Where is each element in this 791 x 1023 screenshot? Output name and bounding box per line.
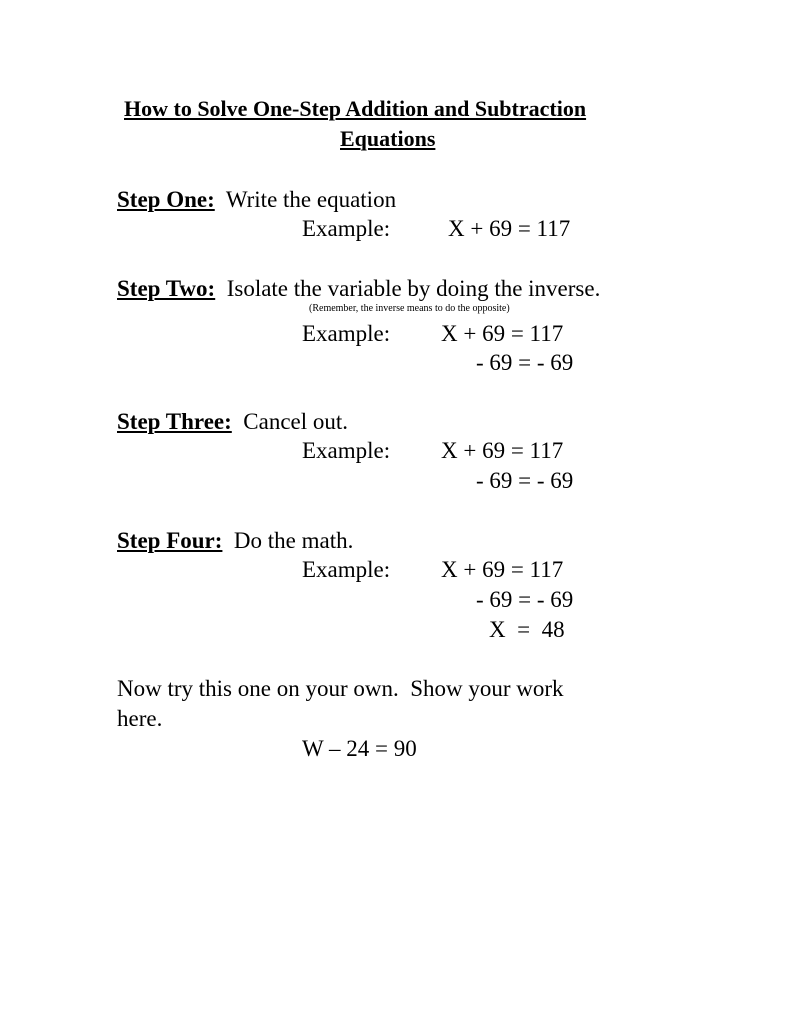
step-three-label: Step Three: — [117, 409, 232, 434]
title-line-2: Equations — [340, 126, 436, 151]
step-four-equation-2: - 69 = - 69 — [476, 587, 574, 612]
step-two-note: (Remember, the inverse means to do the opposite) — [309, 303, 510, 314]
step-three-row — [117, 410, 348, 433]
step-three-example-label: Example: — [302, 438, 391, 463]
practice-instruction-line-2: here. — [117, 706, 163, 731]
step-two-text: Isolate the variable by doing the inverse. — [226, 276, 601, 301]
step-three-text: Cancel out. — [243, 409, 349, 434]
step-one-example-label: Example: — [302, 216, 391, 241]
step-three-equation-2: - 69 = - 69 — [476, 468, 574, 493]
step-two-label: Step Two: — [117, 276, 216, 301]
step-four-text: Do the math. — [233, 528, 354, 553]
step-four-equation-1: X + 69 = 117 — [441, 557, 564, 582]
title-line-1: How to Solve One-Step Addition and Subtraction — [124, 96, 587, 121]
step-one-row — [117, 188, 396, 211]
practice-equation: W – 24 = 90 — [302, 736, 417, 761]
step-one-text: Write the equation — [225, 187, 397, 212]
step-three-equation-1: X + 69 = 117 — [441, 438, 564, 463]
step-four-equation-3: X = 48 — [489, 617, 565, 642]
practice-instruction-line-1: Now try this one on your own. Show your work — [117, 676, 564, 701]
step-four-example-label: Example: — [302, 557, 391, 582]
step-two-equation-2: - 69 = - 69 — [476, 350, 574, 375]
step-two-equation-1: X + 69 = 117 — [441, 321, 564, 346]
step-four-label: Step Four: — [117, 528, 223, 553]
step-one-equation: X + 69 = 117 — [448, 216, 571, 241]
step-two-row — [117, 277, 600, 300]
step-one-label: Step One: — [117, 187, 215, 212]
step-four-row — [117, 529, 353, 552]
step-two-example-label: Example: — [302, 321, 391, 346]
